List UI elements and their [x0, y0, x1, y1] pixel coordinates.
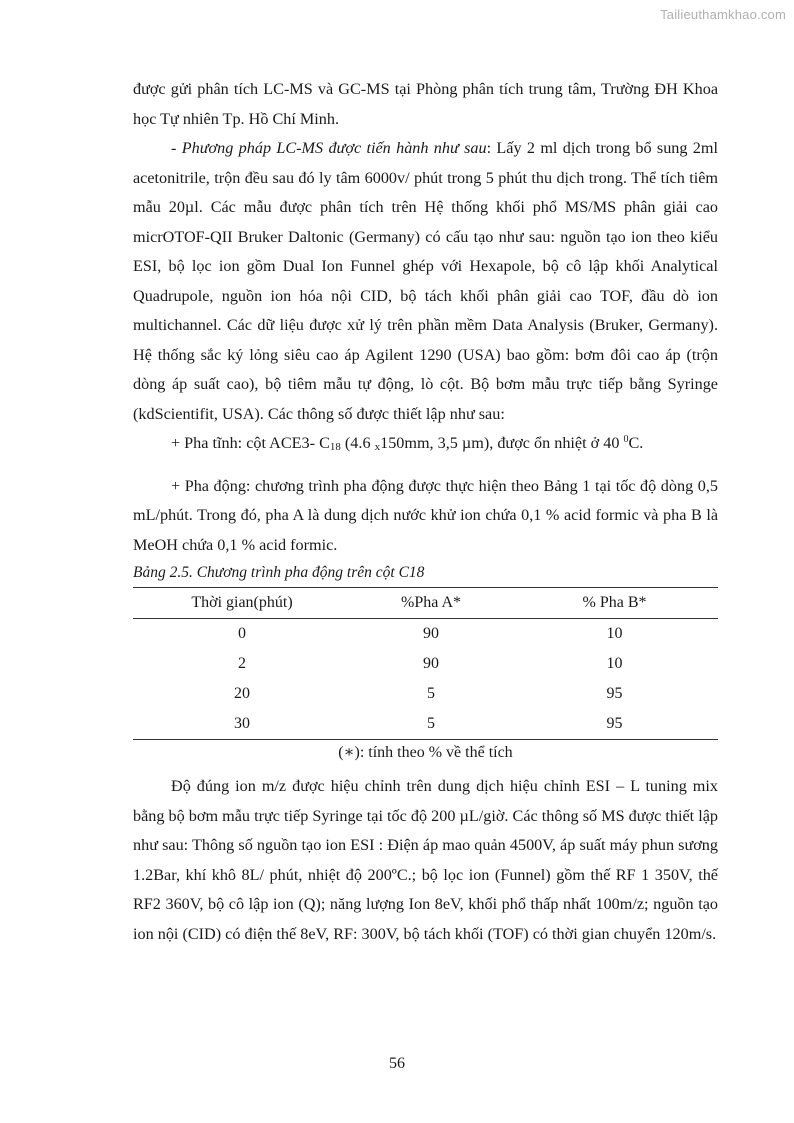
cell-phase-b: 95: [511, 709, 718, 740]
cell-phase-b: 10: [606, 625, 623, 643]
times-sign: x: [374, 441, 381, 453]
cell-phase-a: 5: [351, 709, 511, 740]
cell-phase-b: 10: [606, 655, 623, 673]
cell-time: 0: [238, 625, 246, 643]
degree-superscript: 0: [623, 434, 629, 445]
stationary-phase-text-b: (4.6: [340, 434, 375, 452]
paragraph-ms-parameters: Độ đúng ion m/z được hiệu chỉnh trên dung dịch hiệu chỉnh ESI – L tuning mix bằng bộ bơm mẫu trực tiếp Syringe tại tốc độ 200 µL/giờ. Các thông số MS được thiết lập như sau: Thông số nguồn tạo ion ESI : Điện áp mao quản 4500V, áp suất máy phun sương 1.2Bar, khí khô 8L/ phút, nhiệt độ 200ºC.; bộ lọc ion (Funnel) gồm thế RF 1 350V, thế RF2 360V, bộ cô lập ion (Q); năng lượng Ion 8eV, khối phổ thấp nhất 100m/z; nguồn tạo ion nội (CID) có điện thế 8eV, RF: 300V, bộ tách khối (TOF) có thời gian chuyển 120m/s.: [133, 777, 718, 943]
cell-phase-b: 95: [606, 685, 623, 703]
table-row: [133, 709, 718, 740]
cell-phase-a: 90: [423, 625, 439, 643]
stationary-phase-text-d: C.: [628, 434, 644, 452]
column-header-phase-b: % Pha B*: [511, 588, 718, 619]
table-header-row: [133, 588, 718, 619]
table-caption: Bảng 2.5. Chương trình pha động trên cột C18: [133, 564, 425, 581]
mobile-phase-table: [133, 587, 718, 740]
cell-time: 20: [234, 685, 250, 703]
cell-phase-a: 5: [427, 685, 435, 703]
table-note: (∗): tính theo % về thể tích: [338, 744, 513, 761]
paragraph-stationary-phase: [133, 429, 718, 463]
column-header-time: Thời gian(phút): [133, 588, 351, 619]
table-row: [133, 619, 718, 650]
stationary-phase-text-a: + Pha tĩnh: cột ACE3- C: [171, 434, 330, 452]
method-heading: - Phương pháp LC-MS được tiến hành như sau: [171, 139, 487, 157]
paragraph-lcms-method: [133, 134, 718, 429]
table-row: [133, 679, 718, 709]
cell-time: 30: [133, 709, 351, 740]
cell-phase-a: 90: [423, 655, 439, 673]
stationary-phase-text-c: 150mm, 3,5 µm), được ổn nhiệt ở 40: [380, 434, 624, 452]
page-body: [133, 75, 718, 949]
cell-time: 2: [238, 655, 246, 673]
paragraph-intro: được gửi phân tích LC-MS và GC-MS tại Phòng phân tích trung tâm, Trường ĐH Khoa học Tự nhiên Tp. Hồ Chí Minh.: [133, 80, 718, 128]
method-text: : Lấy 2 ml dịch trong bổ sung 2ml acetonitrile, trộn đều sau đó ly tâm 6000v/ phút trong 5 phút thu dịch trong. Thể tích tiêm mẫu 20µl. Các mẫu được phân tích trên Hệ thống khối phổ MS/MS phân giải cao micrOTOF-QII Bruker Daltonic (Germany) có cấu tạo như sau: nguồn tạo ion theo kiểu ESI, bộ lọc ion gồm Dual Ion Funnel ghép với Hexapole, bộ cô lập khối Analytical Quadrupole, nguồn ion hóa nội CID, bộ tách khối phân giải cao TOF, đầu dò ion multichannel. Các dữ liệu được xử lý trên phần mềm Data Analysis (Bruker, Germany). Hệ thống sắc ký lỏng siêu cao áp Agilent 1290 (USA) bao gồm: bơm đôi cao áp (trộn dòng áp suất cao), bộ tiêm mẫu tự động, lò cột. Bộ bơm mẫu trực tiếp bằng Syringe (kdScientifit, USA). Các thông số được thiết lập như sau:: [133, 139, 718, 423]
paragraph-mobile-phase: + Pha động: chương trình pha động được thực hiện theo Bảng 1 tại tốc độ dòng 0,5 mL/phút. Trong đó, pha A là dung dịch nước khử ion chứa 0,1 % acid formic và pha B là MeOH chứa 0,1 % acid formic.: [133, 476, 718, 554]
watermark-text: Tailieuthamkhao.com: [660, 7, 786, 22]
column-header-phase-a: %Pha A*: [351, 588, 511, 619]
table-row: [133, 649, 718, 679]
page-number: 56: [389, 1055, 405, 1072]
subscript-18: 18: [329, 441, 341, 453]
